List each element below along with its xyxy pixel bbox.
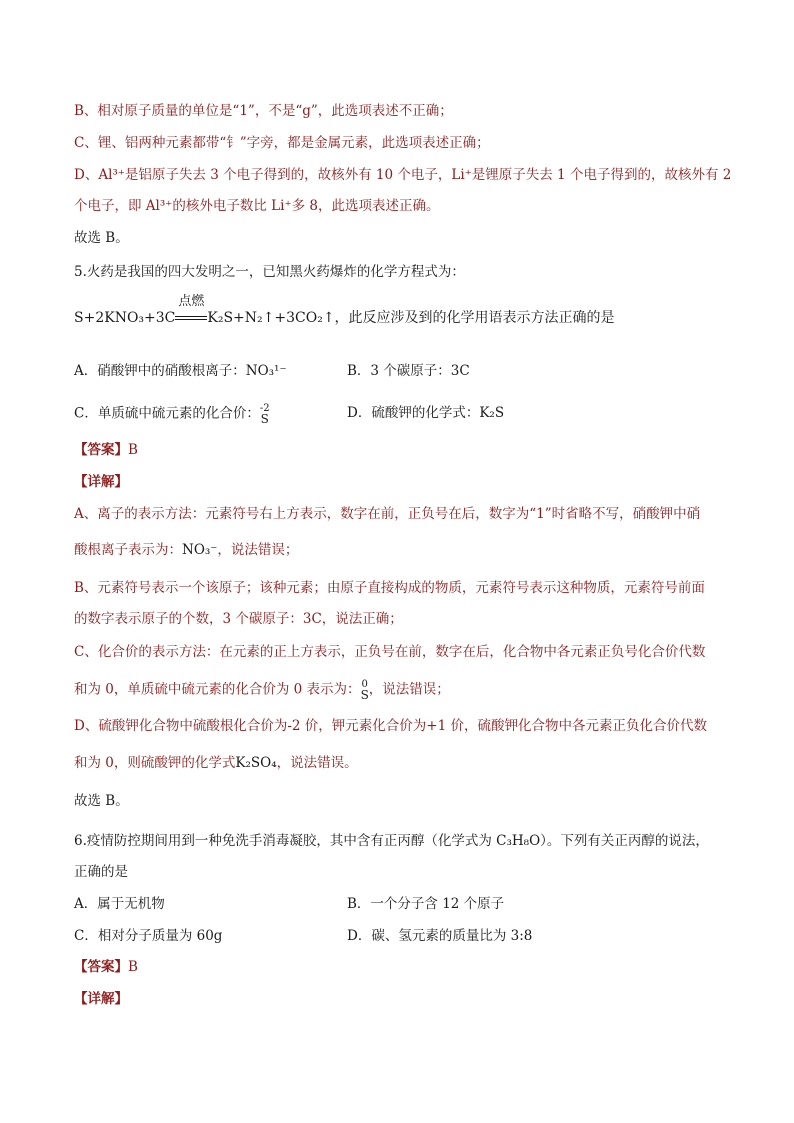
- option-c-text: C．单质硫中硫元素的化合价：: [74, 405, 260, 422]
- condition-label: 点燃: [178, 294, 205, 309]
- valence-zero-s: 0 S: [360, 679, 369, 702]
- q5-exp-c-1: C、化合价的表示方法：在元素的正上方表示，正负号在前，数字在后，化合物中各元素正负号化合价代数: [74, 644, 706, 660]
- valence-neg2-s: -2 S: [259, 403, 270, 426]
- q5-exp-a-1: A、离子的表示方法：元素符号右上方表示，数字在前，正负号在后，数字为“1”时省略不写，硝酸钾中硝: [74, 506, 701, 522]
- q6-option-c: C．相对分子质量为 60g: [74, 928, 223, 944]
- q5-exp-d-2: 和为 0，则硫酸钾的化学式K₂SO₄，说法错误。: [74, 755, 358, 771]
- q5-option-d: D．硫酸钾的化学式：K₂S: [347, 405, 505, 421]
- q6-option-b: B．一个分子含 12 个原子: [347, 896, 505, 912]
- q5-exp-b-1: B、元素符号表示一个该原子；该种元素；由原子直接构成的物质，元素符号表示这种物质，元素符号前面: [74, 580, 705, 596]
- answer-tag: 【答案】: [74, 959, 128, 975]
- q6-option-a: A．属于无机物: [74, 896, 165, 912]
- q6-answer: [74, 958, 138, 976]
- eq-right: K₂S+N₂↑+3CO₂↑: [207, 310, 335, 326]
- q5-option-b: B．3 个碳原子：3C: [347, 363, 470, 379]
- answer-value: B: [128, 959, 138, 975]
- answer-value: B: [128, 442, 138, 458]
- answer-tag: 【答案】: [74, 442, 128, 458]
- q5-exp-b-2: 的数字表示原子的个数，3 个碳原子：3C，说法正确；: [74, 611, 403, 627]
- q6-detail-tag: 【详解】: [74, 991, 128, 1007]
- q5-option-c: [74, 404, 270, 424]
- q5-exp-d-1: D、硫酸钾化合物中硫酸根化合价为-2 价，钾元素化合价为+1 价，硫酸钾化合物中各元素正负化合价代数: [74, 718, 707, 734]
- option-a-formula: NO₃¹⁻: [245, 363, 287, 379]
- q5-stem: 5.火药是我国的四大发明之一，已知黑火药爆炸的化学方程式为：: [74, 264, 465, 280]
- eq-left: S+2KNO₃+3C: [74, 310, 176, 326]
- explanation-d-prev-1: D、Al³⁺是铝原子失去 3 个电子得到的，故核外有 10 个电子，Li⁺是锂原子失去 1 个电子得到的，故核外有 2: [74, 167, 732, 183]
- q5-detail-tag: 【详解】: [74, 474, 128, 490]
- q6-option-d: D．碳、氢元素的质量比为 3:8: [347, 928, 533, 944]
- q5-exp-c-2: 和为 0，单质硫中硫元素的化合价为 0 表示为： 0 S ，说法错误；: [74, 679, 450, 702]
- reaction-condition: [175, 294, 207, 328]
- q5-exp-a-2: 酸根离子表示为：NO₃⁻，说法错误；: [74, 542, 299, 558]
- q6-stem-2: 正确的是: [74, 864, 128, 880]
- explanation-b-prev: B、相对原子质量的单位是“1”，不是“g”，此选项表述不正确；: [74, 103, 453, 119]
- explanation-c-prev: C、锂、铝两种元素都带“钅”字旁，都是金属元素，此选项表述正确；: [74, 135, 490, 151]
- option-a-text: A．硝酸钾中的硝酸根离子：: [74, 363, 246, 379]
- q5-equation: [74, 294, 615, 328]
- explanation-d-prev-2: 个电子，即 Al³⁺的核外电子数比 Li⁺多 8，此选项表述正确。: [74, 198, 440, 214]
- conclusion-prev: 故选 B。: [74, 230, 129, 246]
- q5-conclusion: 故选 B。: [74, 793, 129, 809]
- q5-option-a: [74, 362, 287, 380]
- q6-stem-1: 6.疫情防控期间用到一种免洗手消毒凝胶，其中含有正丙醇（化学式为 C₃H₈O）。下列有关正丙醇的说法，: [74, 833, 709, 849]
- q5-answer: [74, 441, 138, 459]
- eq-tail: ，此反应涉及到的化学用语表示方法正确的是: [334, 310, 615, 326]
